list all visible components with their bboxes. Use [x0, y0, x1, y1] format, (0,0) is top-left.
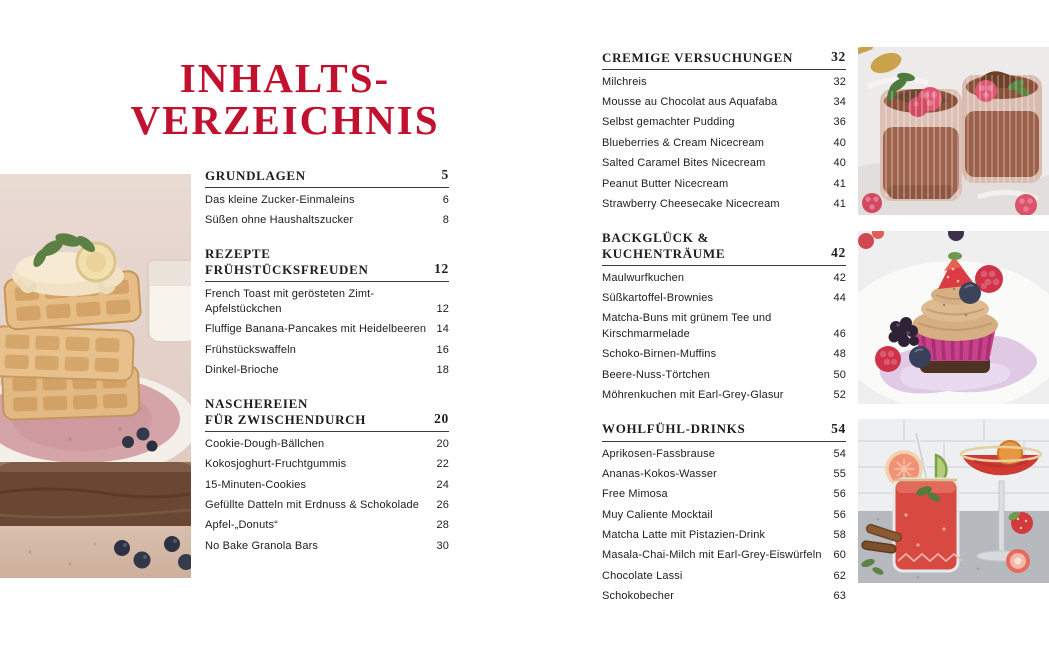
entry-page-number: 46	[833, 327, 846, 340]
section-page-number: 12	[434, 260, 449, 276]
toc-entry	[205, 211, 449, 231]
waffles-illustration	[0, 174, 191, 578]
section-heading	[602, 421, 846, 442]
entry-label: Schoko-Birnen-Muffins	[602, 348, 717, 361]
entry-page-number: 24	[436, 478, 449, 491]
toc-entry	[602, 385, 846, 405]
cupcake-illustration	[858, 231, 1049, 404]
entry-page-number: 58	[833, 529, 846, 542]
entry-page-number: 26	[436, 498, 449, 511]
entry-label: Peanut Butter Nicecream	[602, 177, 729, 190]
toc-entry	[602, 526, 846, 546]
section-heading-label: BACKGLÜCK & KUCHENTRÄUME	[602, 229, 726, 261]
section-page-number: 54	[831, 420, 846, 436]
entry-label: No Bake Granola Bars	[205, 539, 319, 552]
entry-label: Süßen ohne Haushaltszucker	[205, 214, 354, 227]
entry-page-number: 44	[833, 292, 846, 304]
section-page-number: 32	[831, 49, 846, 64]
entry-page-number: 41	[833, 177, 846, 190]
section-heading	[205, 167, 449, 188]
entry-label: Ananas-Kokos-Wasser	[602, 467, 717, 480]
toc-section	[602, 230, 846, 406]
toc-entry	[602, 587, 846, 607]
page-title-line1: INHALTS-	[179, 55, 391, 101]
section-page-number: 20	[434, 411, 449, 427]
toc-entry	[602, 133, 846, 153]
toc-entry	[602, 195, 846, 215]
entry-page-number: 40	[833, 136, 846, 149]
mousse-glass-left	[880, 71, 962, 201]
toc-entry	[205, 475, 449, 495]
entry-label: Schokobecher	[602, 590, 675, 603]
toc-column-right	[602, 49, 846, 607]
entry-page-number: 22	[436, 458, 449, 471]
berry-cupcake-photo	[858, 231, 1049, 404]
entry-label: Matcha Latte mit Pistazien-Drink	[602, 529, 766, 542]
entry-label: Dinkel-Brioche	[205, 364, 279, 377]
toc-entry	[602, 566, 846, 586]
toc-entry	[602, 72, 846, 92]
entry-page-number: 62	[833, 569, 846, 582]
entry-page-number: 6	[442, 193, 449, 206]
entry-label: Kokosjoghurt-Fruchtgummis	[205, 458, 347, 471]
toc-entry	[602, 345, 846, 365]
entry-label: French Toast mit gerösteten Zimt-Apfelstückchen	[205, 287, 375, 316]
entry-label: Aprikosen-Fassbrause	[602, 447, 716, 460]
toc-section	[205, 167, 449, 231]
section-heading-label: WOHLFÜHL-DRINKS	[602, 421, 746, 437]
page-title	[88, 55, 482, 143]
entry-label: Muy Caliente Mocktail	[602, 508, 713, 521]
section-heading	[602, 230, 846, 266]
toc-entry	[205, 434, 449, 454]
section-heading-label: REZEPTE FRÜHSTÜCKSFREUDEN	[205, 245, 369, 277]
toc-column-left	[205, 167, 449, 557]
toc-entry	[602, 546, 846, 566]
entry-page-number: 34	[833, 96, 846, 109]
toc-entry	[602, 365, 846, 385]
entry-label: 15-Minuten-Cookies	[205, 478, 307, 491]
toc-section	[205, 246, 449, 381]
toc-entry	[205, 536, 449, 556]
entry-label: Gefüllte Datteln mit Erdnuss & Schokolade	[205, 498, 420, 511]
entry-page-number: 30	[436, 539, 449, 552]
entry-page-number: 55	[833, 467, 846, 480]
section-page-number: 5	[441, 167, 449, 182]
entry-label: Milchreis	[602, 75, 647, 88]
toc-entry	[602, 464, 846, 484]
entry-page-number: 28	[436, 519, 449, 532]
mousse-glass-right	[962, 71, 1042, 183]
entry-label: Frühstückswaffeln	[205, 343, 296, 356]
entry-page-number: 36	[833, 116, 846, 129]
entry-label: Cookie-Dough-Bällchen	[205, 437, 325, 450]
entry-page-number: 20	[436, 437, 449, 450]
entry-page-number: 60	[833, 549, 846, 562]
wooden-board	[0, 462, 191, 536]
entry-page-number: 12	[436, 303, 449, 316]
entry-label: Mousse au Chocolat aus Aquafaba	[602, 96, 778, 109]
entry-label: Matcha-Buns mit grünem Tee und Kirschmarmelade	[602, 312, 772, 340]
entry-page-number: 50	[833, 368, 846, 381]
entry-label: Selbst gemachter Pudding	[602, 116, 735, 129]
entry-label: Maulwurfkuchen	[602, 271, 685, 284]
toc-entry	[602, 289, 846, 309]
entry-page-number: 8	[442, 214, 449, 227]
entry-page-number: 48	[833, 348, 846, 361]
chocolate-mousse-photo	[858, 47, 1049, 215]
entry-page-number: 56	[833, 508, 846, 521]
entry-label: Strawberry Cheesecake Nicecream	[602, 198, 780, 211]
entry-page-number: 14	[436, 323, 449, 336]
section-heading-label: GRUNDLAGEN	[205, 167, 306, 183]
drinks-illustration	[858, 419, 1049, 583]
entry-label: Blueberries & Cream Nicecream	[602, 136, 765, 149]
toc-entry	[205, 495, 449, 515]
entry-page-number: 18	[436, 364, 449, 377]
section-heading	[205, 396, 449, 432]
entry-label: Das kleine Zucker-Einmaleins	[205, 193, 355, 206]
entry-page-number: 54	[833, 447, 846, 460]
toc-entry	[205, 340, 449, 360]
toc-entry	[602, 444, 846, 464]
toc-entry	[205, 516, 449, 536]
section-heading	[602, 49, 846, 70]
toc-section	[205, 396, 449, 557]
toc-entry	[205, 284, 449, 320]
entry-page-number: 32	[833, 75, 846, 88]
toc-entry	[602, 268, 846, 288]
toc-entry	[602, 174, 846, 194]
mousse-illustration	[858, 47, 1049, 215]
entry-page-number: 40	[833, 157, 846, 170]
toc-entry	[205, 320, 449, 340]
toc-entry	[602, 309, 846, 345]
toc-entry	[602, 505, 846, 525]
toc-entry	[602, 154, 846, 174]
entry-label: Süßkartoffel-Brownies	[602, 292, 714, 304]
section-heading-label: CREMIGE VERSUCHUNGEN	[602, 49, 794, 65]
waffles-photo	[0, 174, 191, 578]
entry-label: Salted Caramel Bites Nicecream	[602, 157, 766, 170]
entry-label: Masala-Chai-Milch mit Earl-Grey-Eiswürfeln	[602, 549, 822, 562]
page-title-line2: VERZEICHNIS	[130, 96, 440, 143]
toc-section	[602, 49, 846, 215]
toc-entry	[602, 113, 846, 133]
entry-page-number: 42	[833, 271, 846, 284]
toc-entry	[205, 455, 449, 475]
entry-label: Fluffige Banana-Pancakes mit Heidelbeeren	[205, 323, 427, 336]
entry-label: Free Mimosa	[602, 488, 668, 501]
entry-label: Möhrenkuchen mit Earl-Grey-Glasur	[602, 388, 784, 401]
entry-page-number: 41	[833, 198, 846, 211]
entry-label: Beere-Nuss-Törtchen	[602, 368, 710, 381]
section-heading-label: NASCHEREIEN FÜR ZWISCHENDURCH	[205, 396, 367, 427]
toc-section	[602, 421, 846, 607]
entry-label: Apfel-„Donuts“	[205, 519, 279, 532]
entry-label: Chocolate Lassi	[602, 569, 683, 582]
toc-entry	[602, 93, 846, 113]
entry-page-number: 52	[833, 388, 846, 401]
entry-page-number: 16	[436, 343, 449, 356]
entry-page-number: 63	[833, 590, 846, 603]
entry-page-number: 56	[833, 488, 846, 501]
milk-bottle	[148, 260, 191, 341]
toc-entry	[205, 190, 449, 210]
red-drinks-photo	[858, 419, 1049, 583]
toc-entry	[602, 485, 846, 505]
toc-entry	[205, 361, 449, 381]
section-heading	[205, 246, 449, 282]
section-page-number: 42	[831, 244, 846, 260]
